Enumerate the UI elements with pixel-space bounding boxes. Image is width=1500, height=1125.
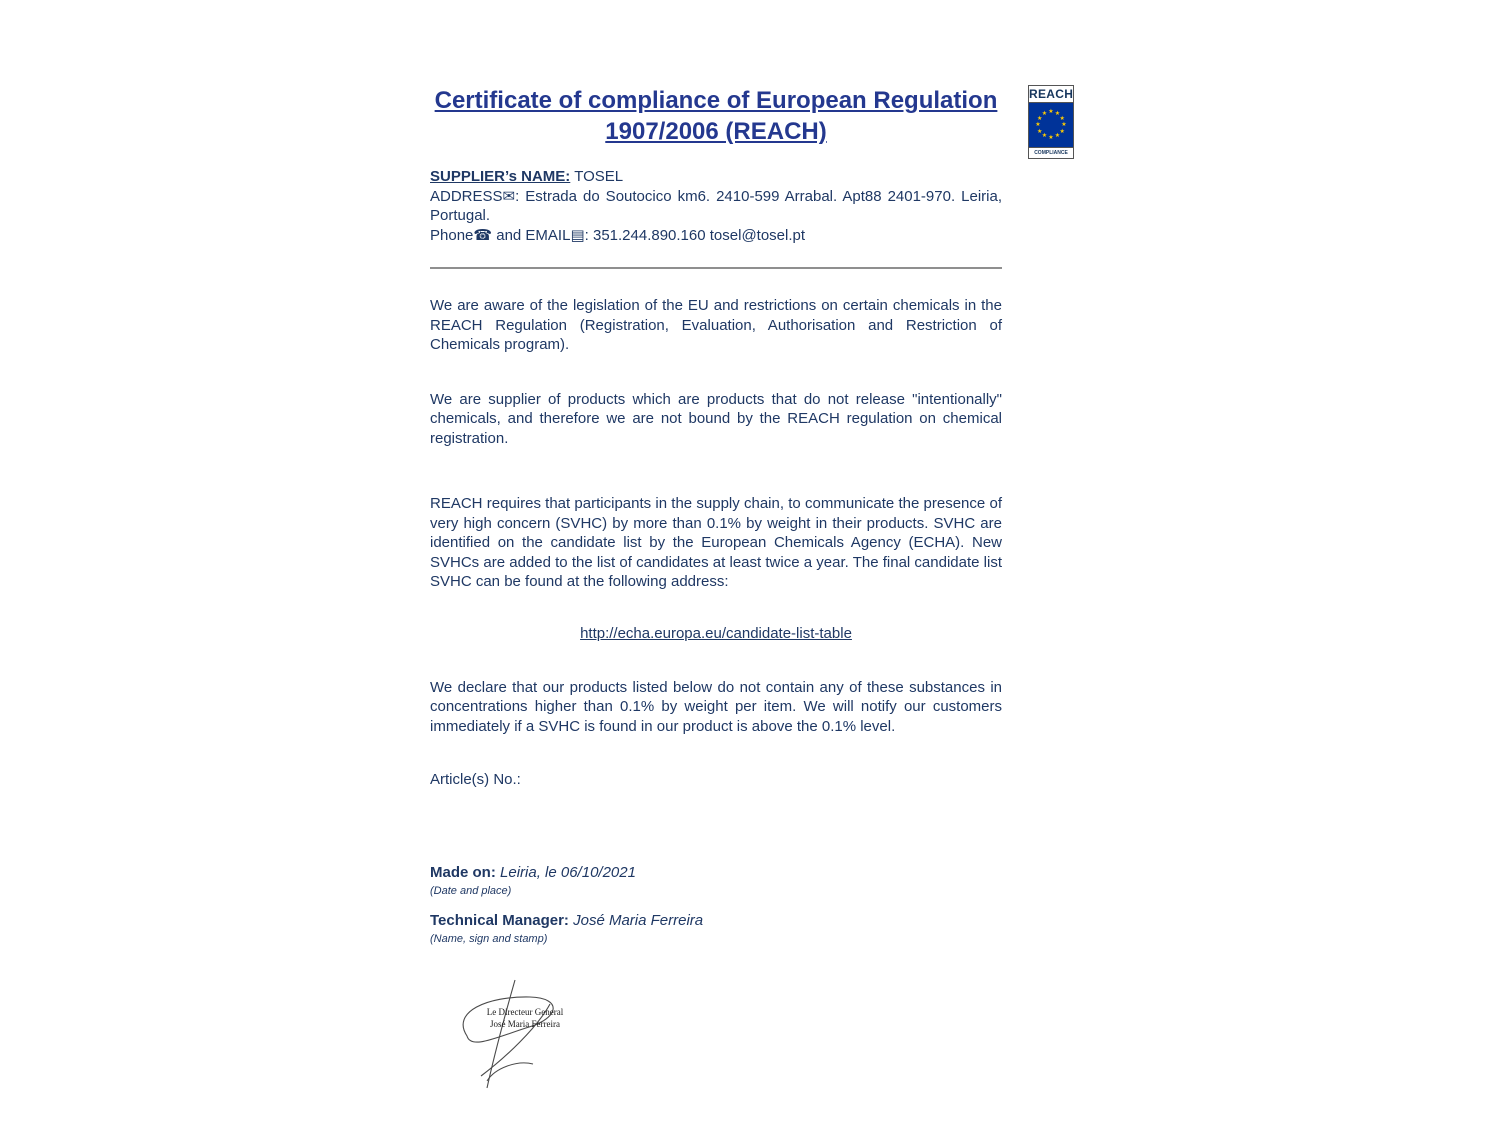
technical-manager-line [430,912,1002,929]
eu-star-icon: ★ [1061,122,1067,128]
supplier-name-line [430,167,1002,187]
eu-star-icon: ★ [1059,115,1065,122]
reach-logo-compliance-label: COMPLIANCE [1029,148,1073,158]
signature-area [435,978,615,1093]
eu-star-icon: ★ [1035,122,1041,128]
eu-flag-icon [1029,102,1073,148]
supplier-block [430,167,1002,245]
eu-star-icon: ★ [1041,110,1048,117]
signature-scribble-icon [435,978,615,1093]
stamp-line-2: José Maria Ferreira [490,1019,560,1029]
divider-rule [430,267,1002,269]
eu-star-icon: ★ [1054,110,1061,117]
paragraph-declaration: We declare that our products listed below do not contain any of these substances in concentrations higher than 0.1% by weight per item. We will notify our customers immediately if a SVHC is found in our product is above the 0.1% level. [430,678,1002,735]
stamp-line-1: Le Directeur General [486,1007,564,1017]
email-icon: ▤ [570,226,585,244]
contact-value: : 351.244.890.160 tosel@tosel.pt [584,226,806,244]
eu-star-icon: ★ [1041,133,1048,140]
phone-icon: ☎ [473,226,493,244]
paragraph-svhc-requirements: REACH requires that participants in the supply chain, to communicate the presence of very high concern (SVHC) by more than 0.1% by weight in their products. SVHC are identified on the candidate list by the European Chemicals Agency (ECHA). New SVHCs are added to the list of candidates at least twice a year. The final candidate list SVHC can be found at the following address: [430,495,1002,590]
date-place-note: (Date and place) [430,885,512,897]
supplier-contact-line [430,226,1002,246]
supplier-name-label: SUPPLIER’s NAME: [430,168,571,185]
envelope-icon: ✉ [502,187,516,205]
eu-star-icon: ★ [1054,133,1061,140]
reach-compliance-logo [1028,85,1074,159]
eu-star-icon: ★ [1059,128,1065,135]
eu-star-icon: ★ [1048,135,1054,141]
address-value: : Estrada do Soutocico km6. 2410-599 Arrabal. Apt88 2401-970. Leiria, Portugal. [430,187,1002,224]
paragraph-supplier-statement: We are supplier of products which are products that do not release "intentionally" chemicals, and therefore we are not bound by the REACH regulation on chemical registration. [430,390,1002,447]
title-line-1: Certificate of compliance of European Regulation [434,87,998,114]
phone-label: Phone [430,226,474,244]
technical-manager-label: Technical Manager: [430,912,569,929]
and-email-label: and EMAIL [492,226,571,244]
document-title [430,85,1002,147]
reach-logo-label: REACH [1029,87,1074,101]
paragraph-awareness: We are aware of the legislation of the EU and restrictions on certain chemicals in the REACH Regulation (Registration, Evaluation, Authorisation and Restriction of Chemicals program). [430,297,1002,353]
eu-star-icon: ★ [1048,109,1054,115]
eu-star-icon: ★ [1037,128,1043,135]
supplier-name-value: TOSEL [570,168,624,185]
made-on-value: Leiria, le 06/10/2021 [495,864,636,881]
candidate-list-link-line [430,625,1002,642]
supplier-address-line [430,187,1002,226]
eu-star-icon: ★ [1037,115,1043,122]
name-sign-note: (Name, sign and stamp) [430,933,548,945]
articles-no-label: Article(s) No.: [430,771,521,788]
candidate-list-link[interactable]: http://echa.europa.eu/candidate-list-table [580,624,852,642]
document-content [430,85,1002,1093]
address-label: ADDRESS [430,187,503,205]
title-line-2: 1907/2006 (REACH) [605,118,827,145]
made-on-line [430,864,1002,881]
technical-manager-value: José Maria Ferreira [568,912,704,929]
made-on-label: Made on: [430,864,496,881]
stamp-text [465,1006,585,1030]
